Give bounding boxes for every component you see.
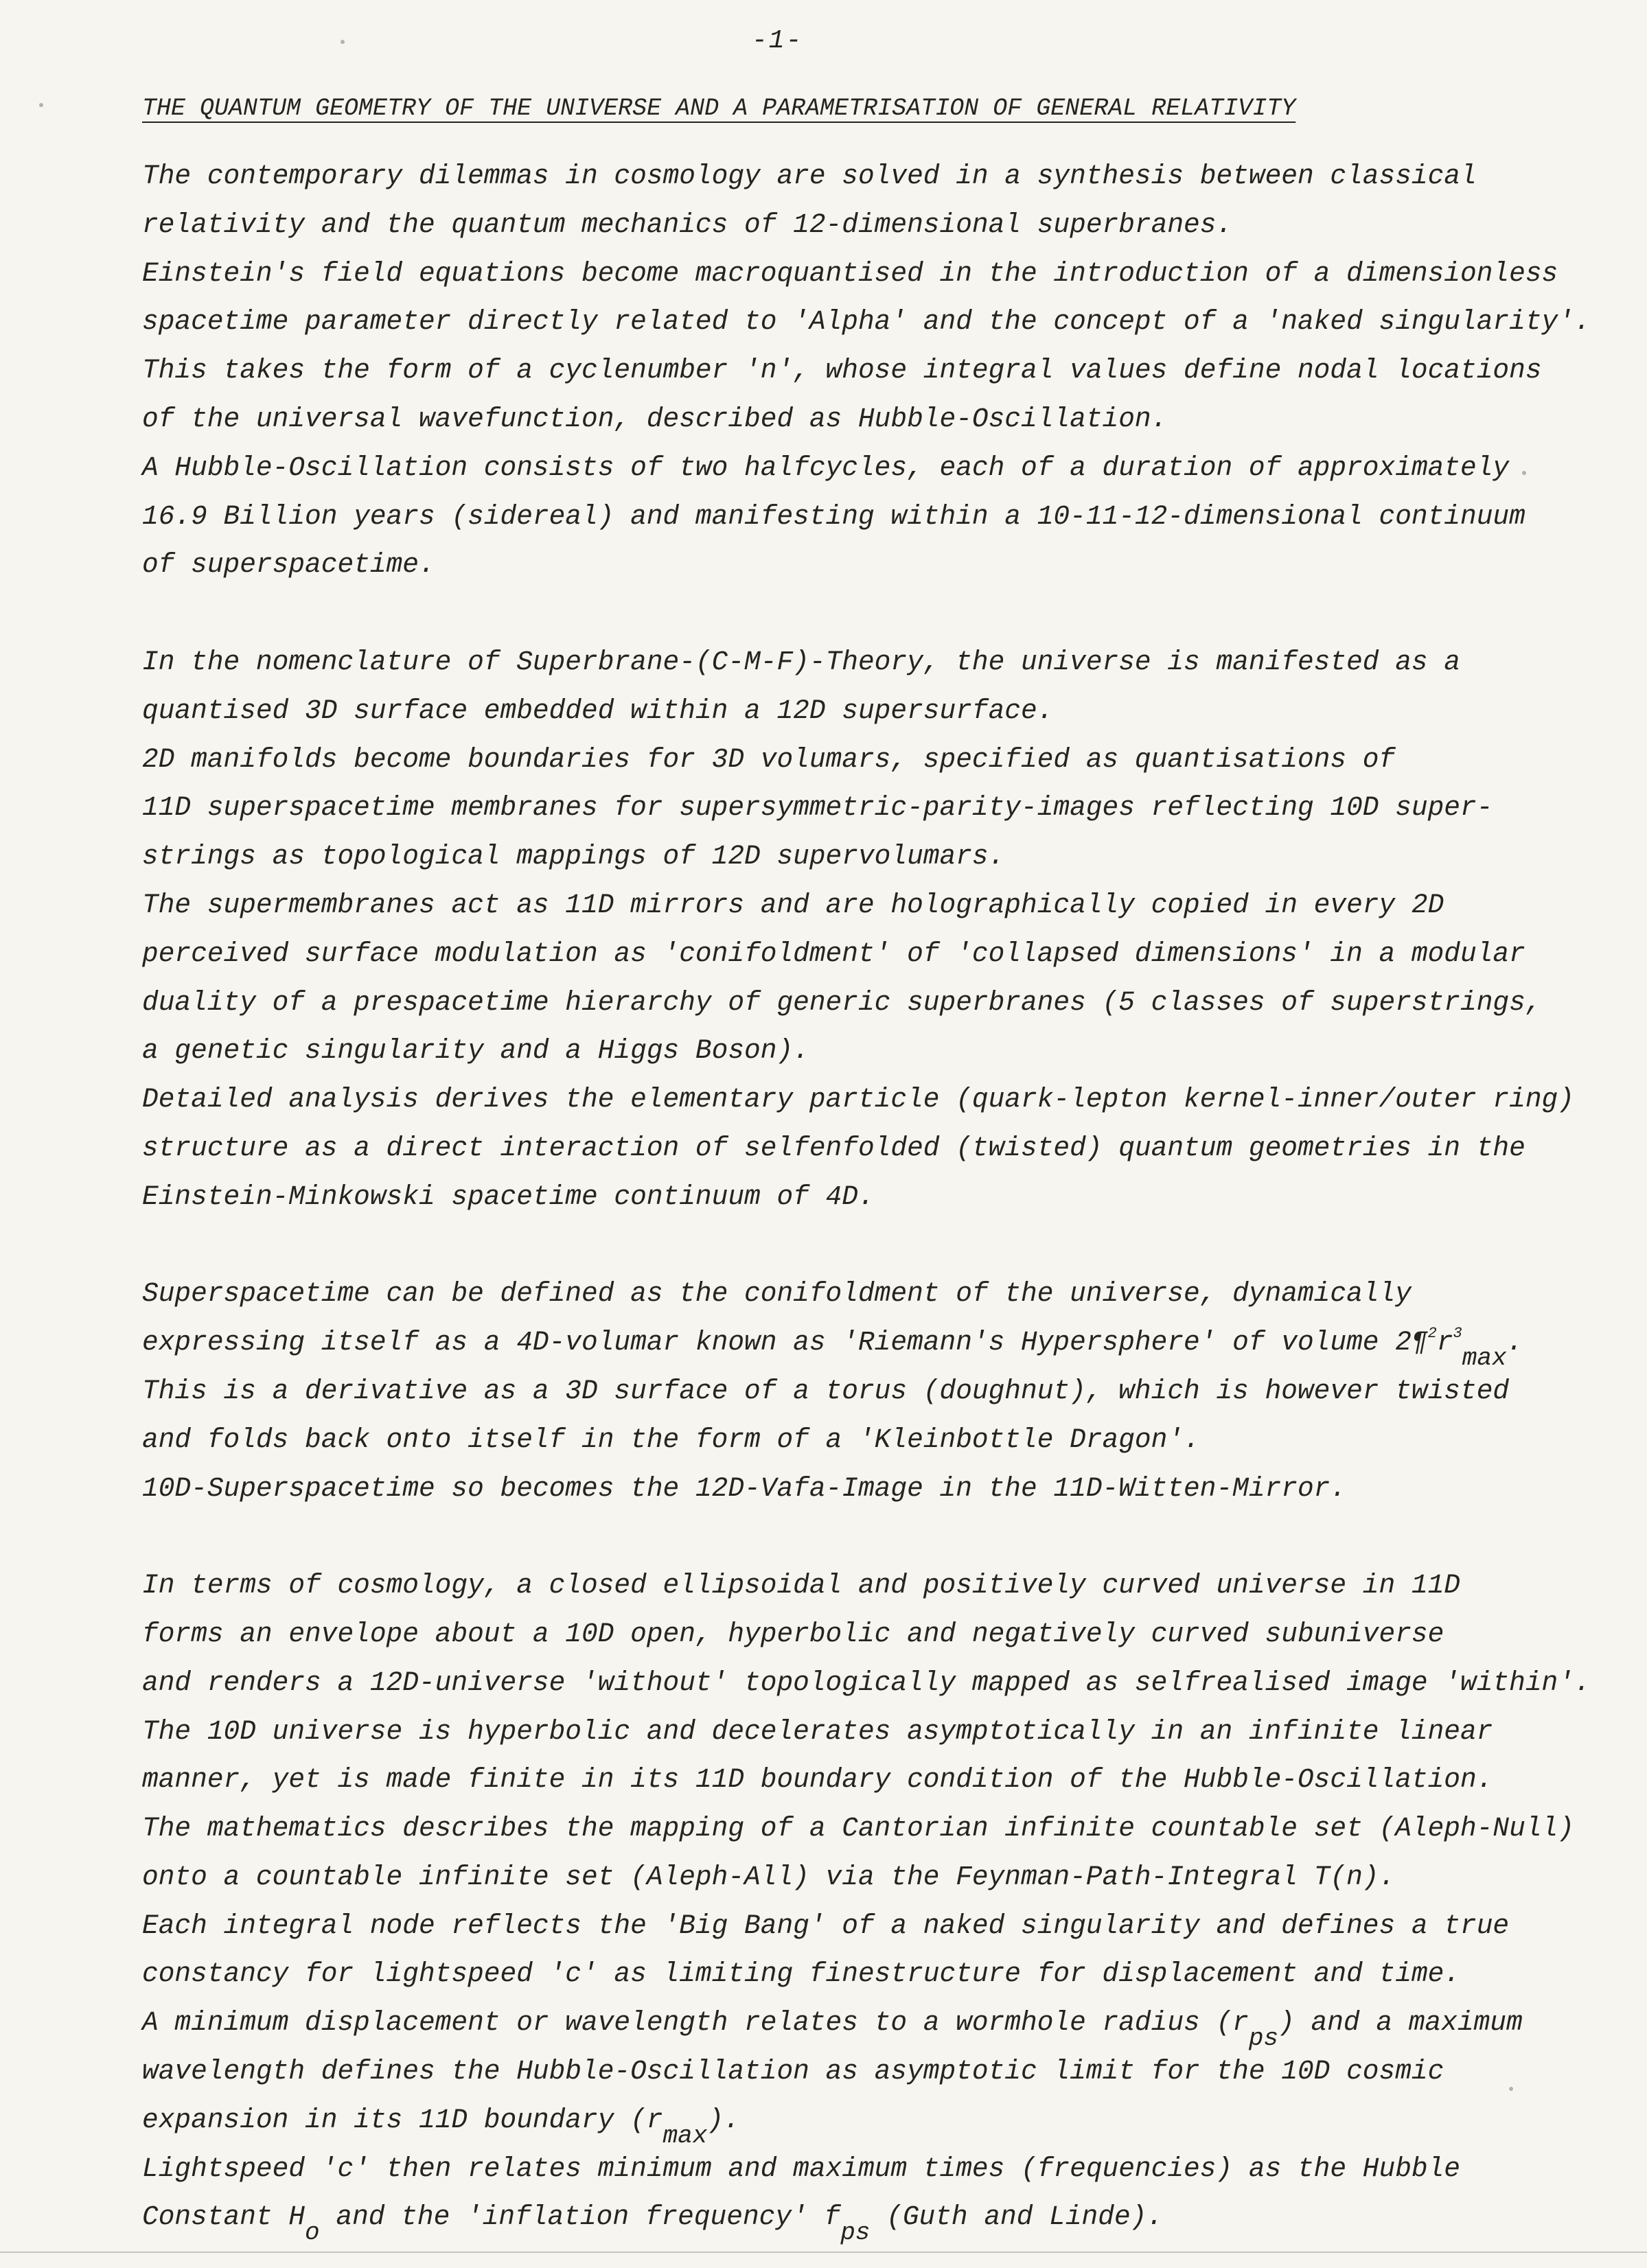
bottom-edge-rule <box>0 2252 1647 2253</box>
text-line: forms an envelope about a 10D open, hyperbolic and negatively curved subuniverse <box>142 1618 1444 1650</box>
body-text <box>142 152 1591 2247</box>
paper-speck <box>39 103 43 107</box>
exponent-2: 2 <box>1427 1325 1437 1343</box>
document-title: THE QUANTUM GEOMETRY OF THE UNIVERSE AND A PARAMETRISATION OF GENERAL RELATIVITY <box>142 95 1296 122</box>
paragraph-gap <box>142 1222 1584 1271</box>
text-line: Einstein-Minkowski spacetime continuum of 4D. <box>142 1181 875 1212</box>
text-line: and folds back onto itself in the form of a 'Kleinbottle Dragon'. <box>142 1424 1200 1455</box>
text-line: The supermembranes act as 11D mirrors and are holographically copied in every 2D <box>142 889 1444 921</box>
text-line: a genetic singularity and a Higgs Boson). <box>142 1035 809 1067</box>
rps-text-b: ) and a maximum <box>1278 2007 1523 2039</box>
text-line: relativity and the quantum mechanics of 12-dimensional superbranes. <box>142 209 1233 240</box>
text-line: strings as topological mappings of 12D supervolumars. <box>142 841 1005 872</box>
paragraph-3 <box>142 1270 1584 1513</box>
text-line: wavelength defines the Hubble-Oscillation as asymptotic limit for the 10D cosmic <box>142 2056 1444 2087</box>
paragraph-gap <box>142 590 1584 638</box>
text-line: This takes the form of a cyclenumber 'n', whose integral values define nodal locations <box>142 355 1542 386</box>
text-line-with-formula <box>142 1319 1584 1373</box>
text-line: and renders a 12D-universe 'without' topologically mapped as selfrealised image 'within'. <box>142 1667 1591 1698</box>
text-line: of the universal wavefunction, described as Hubble-Oscillation. <box>142 403 1168 435</box>
subscript-ps: ps <box>1248 2024 1279 2053</box>
rps-text-a: A minimum displacement or wavelength relates to a wormhole radius (r <box>142 2007 1249 2039</box>
text-line: The contemporary dilemmas in cosmology are solved in a synthesis between classical <box>142 161 1477 192</box>
text-line-with-subscript <box>142 1999 1584 2053</box>
formula-lead-text: expressing itself as a 4D-volumar known as 'Riemann's Hypersphere' of volume 2 <box>142 1327 1412 1358</box>
subscript-max: max <box>663 2121 708 2150</box>
text-line: onto a countable infinite set (Aleph-All) via the Feynman-Path-Integral T(n). <box>142 1861 1396 1893</box>
text-line: constancy for lightspeed 'c' as limiting finestructure for displacement and time. <box>142 1958 1461 1990</box>
page-number: -1- <box>752 26 803 56</box>
text-line: 10D-Superspacetime so becomes the 12D-Vafa-Image in the 11D-Witten-Mirror. <box>142 1472 1347 1504</box>
constant-text-c: (Guth and Linde). <box>870 2201 1164 2233</box>
radius-symbol: r <box>1436 1327 1453 1358</box>
text-line: 11D superspacetime membranes for supersymmetric-parity-images reflecting 10D super- <box>142 792 1493 824</box>
constant-text-a: Constant H <box>142 2201 306 2233</box>
subscript-o: o <box>305 2219 320 2247</box>
constant-text-b: and the 'inflation frequency' f <box>319 2201 841 2233</box>
paragraph-2 <box>142 638 1584 1222</box>
paragraph-1 <box>142 152 1591 590</box>
text-line: The 10D universe is hyperbolic and decelerates asymptotically in an infinite linear <box>142 1715 1493 1747</box>
text-line: A Hubble-Oscillation consists of two halfcycles, each of a duration of approximately <box>142 452 1510 483</box>
text-line: This is a derivative as a 3D surface of a torus (doughnut), which is however twisted <box>142 1375 1510 1407</box>
text-line: perceived surface modulation as 'conifoldment' of 'collapsed dimensions' in a modular <box>142 938 1525 969</box>
text-line: In the nomenclature of Superbrane-(C-M-F)-Theory, the universe is manifested as a <box>142 646 1461 678</box>
text-line-with-subscript <box>142 2193 1584 2247</box>
text-line: In terms of cosmology, a closed ellipsoidal and positively curved universe in 11D <box>142 1570 1461 1601</box>
exponent-3: 3 <box>1453 1325 1462 1343</box>
expansion-text-a: expansion in its 11D boundary (r <box>142 2104 663 2136</box>
text-line-with-subscript <box>142 2096 1584 2150</box>
text-line: Einstein's field equations become macroquantised in the introduction of a dimensionless <box>142 257 1558 289</box>
text-line: 16.9 Billion years (sidereal) and manifesting within a 10-11-12-dimensional continuum <box>142 500 1525 532</box>
formula-period: . <box>1506 1327 1523 1358</box>
expansion-text-b: ). <box>707 2104 740 2136</box>
paper-speck <box>1522 471 1526 475</box>
paragraph-4 <box>142 1562 1591 2247</box>
paper-speck <box>341 40 345 44</box>
text-line: manner, yet is made finite in its 11D boundary condition of the Hubble-Oscillation. <box>142 1764 1493 1796</box>
text-line: The mathematics describes the mapping of a Cantorian infinite countable set (Aleph-Null) <box>142 1813 1574 1844</box>
text-line: 2D manifolds become boundaries for 3D volumars, specified as quantisations of <box>142 743 1396 775</box>
subscript-max: max <box>1462 1344 1507 1373</box>
text-line: structure as a direct interaction of selfenfolded (twisted) quantum geometries in the <box>142 1132 1525 1164</box>
text-line: Each integral node reflects the 'Big Bang' of a naked singularity and defines a true <box>142 1910 1510 1941</box>
paper-speck <box>1509 2087 1513 2091</box>
paragraph-gap <box>142 1513 1584 1562</box>
text-line: duality of a prespacetime hierarchy of generic superbranes (5 classes of superstrings, <box>142 986 1542 1018</box>
text-line: of superspacetime. <box>142 549 435 581</box>
text-line: spacetime parameter directly related to 'Alpha' and the concept of a 'naked singularity'. <box>142 306 1591 338</box>
pi-symbol: ¶ <box>1411 1327 1428 1358</box>
text-line: Detailed analysis derives the elementary particle (quark-lepton kernel-inner/outer ring) <box>142 1084 1574 1115</box>
text-line: quantised 3D surface embedded within a 12D supersurface. <box>142 695 1054 726</box>
subscript-ps: ps <box>840 2219 871 2247</box>
text-line: Lightspeed 'c' then relates minimum and maximum times (frequencies) as the Hubble <box>142 2153 1461 2184</box>
text-line: Superspacetime can be defined as the conifoldment of the universe, dynamically <box>142 1278 1412 1310</box>
